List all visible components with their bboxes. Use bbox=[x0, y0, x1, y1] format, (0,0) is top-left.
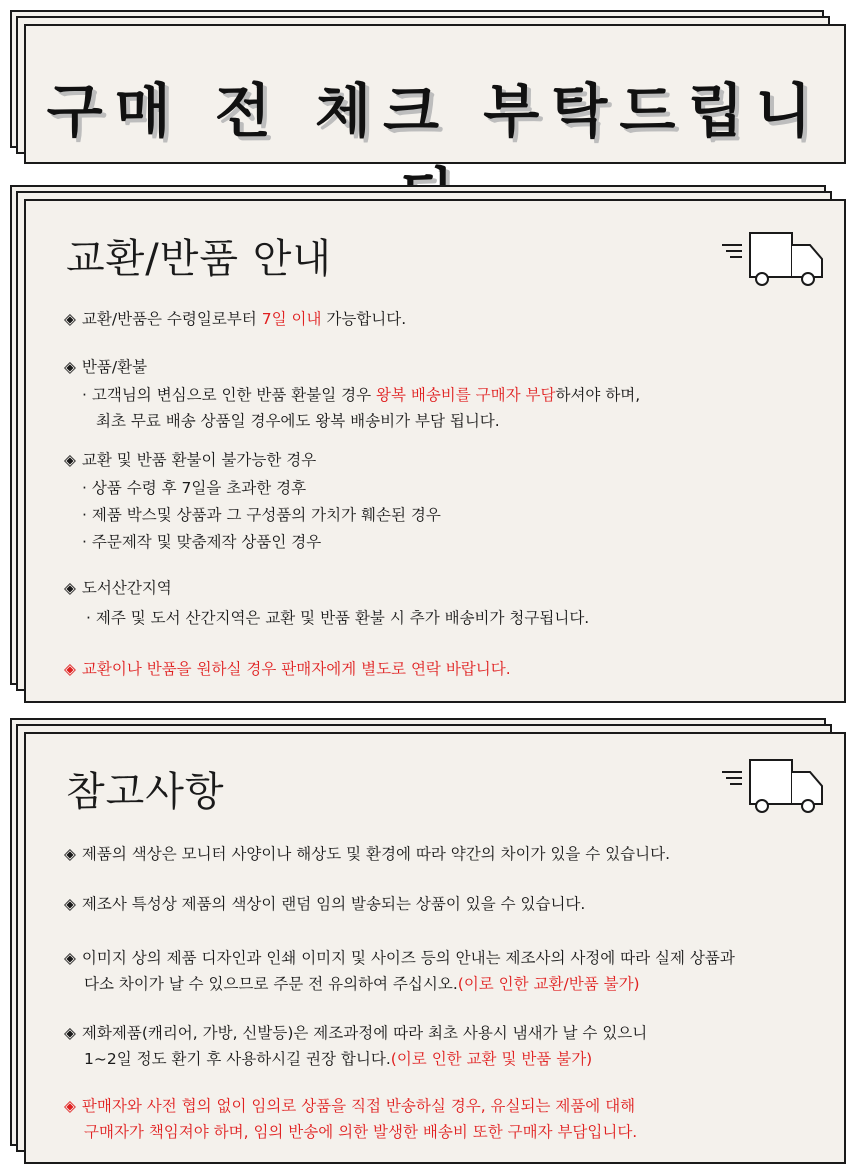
bullet-diamond: ◈ bbox=[64, 949, 76, 967]
banner-title: 구매 전 체크 부탁드립니 bbox=[46, 77, 824, 145]
banner-card bbox=[10, 10, 846, 168]
remote-heading: ◈ 도서산간지역 bbox=[64, 579, 172, 597]
notes-title: 참고사항 bbox=[66, 769, 225, 815]
contact-notice: ◈ 교환이나 반품을 원하실 경우 판매자에게 별도로 연락 바랍니다. bbox=[64, 660, 511, 678]
bullet-diamond: ◈ bbox=[64, 1097, 76, 1115]
image-note-line-2: 다소 차이가 날 수 있으므로 주문 전 유의하여 주십시오.(이로 인한 교환/반품 불가) bbox=[84, 975, 640, 993]
remote-item: · 제주 및 도서 산간지역은 교환 및 반품 환불 시 추가 배송비가 청구됩니다. bbox=[86, 609, 590, 627]
bullet-diamond: ◈ bbox=[64, 579, 76, 597]
refund-line-2: 최초 무료 배송 상품일 경우에도 왕복 배송비가 부담 됩니다. bbox=[96, 412, 500, 430]
period-highlight: 7일 이내 bbox=[261, 310, 322, 328]
truck-icon bbox=[722, 231, 826, 287]
truck-icon bbox=[722, 758, 826, 814]
bullet-diamond: ◈ bbox=[64, 660, 76, 678]
exchange-panel bbox=[24, 199, 846, 703]
warning-line-2: 구매자가 책임져야 하며, 임의 반송에 의한 발생한 배송비 또한 구매자 부담입니다. bbox=[84, 1123, 638, 1141]
refund-heading: ◈ 반품/환불 bbox=[64, 358, 148, 376]
bullet-diamond: ◈ bbox=[64, 1024, 76, 1042]
bullet-diamond: ◈ bbox=[64, 895, 76, 913]
period-line: ◈ 교환/반품은 수령일로부터 7일 이내 가능합니다. bbox=[64, 310, 407, 328]
list-item: · 상품 수령 후 7일을 초과한 경후 bbox=[82, 479, 307, 497]
notes-panel bbox=[24, 732, 846, 1164]
list-item: · 제품 박스및 상품과 그 구성품의 가치가 훼손된 경우 bbox=[82, 506, 441, 524]
bullet-diamond: ◈ bbox=[64, 310, 76, 328]
list-item: · 주문제작 및 맞춤제작 상품인 경우 bbox=[82, 533, 322, 551]
no-return-note: (이로 인한 교환 및 반품 불가) bbox=[390, 1050, 593, 1068]
not-allowed-heading: ◈ 교환 및 반품 환불이 불가능한 경우 bbox=[64, 451, 317, 469]
banner-panel bbox=[24, 24, 846, 164]
warning-line-1: ◈ 판매자와 사전 협의 없이 임의로 상품을 직접 반송하실 경우, 유실되는 제품에 대해 bbox=[64, 1097, 636, 1115]
exchange-title: 교환/반품 안내 bbox=[66, 236, 333, 282]
bullet-diamond: ◈ bbox=[64, 451, 76, 469]
smell-note-line-1: ◈ 제화제품(캐리어, 가방, 신발등)은 제조과정에 따라 최초 사용시 냄새가 날 수 있으니 bbox=[64, 1024, 648, 1042]
refund-highlight: 왕복 배송비를 구매자 부담 bbox=[375, 386, 556, 404]
refund-line-1: · 고객님의 변심으로 인한 반품 환불일 경우 왕복 배송비를 구매자 부담하셔야 하며, bbox=[82, 386, 641, 404]
smell-note-line-2: 1~2일 정도 환기 후 사용하시길 권장 합니다.(이로 인한 교환 및 반품 불가) bbox=[84, 1050, 593, 1068]
random-note: ◈ 제조사 특성상 제품의 색상이 랜덤 임의 발송되는 상품이 있을 수 있습니다. bbox=[64, 895, 586, 913]
exchange-section bbox=[10, 185, 846, 705]
notes-section bbox=[10, 718, 846, 1166]
bullet-diamond: ◈ bbox=[64, 845, 76, 863]
color-note: ◈ 제품의 색상은 모니터 사양이나 해상도 및 환경에 따라 약간의 차이가 있을 수 있습니다. bbox=[64, 845, 671, 863]
no-return-note: (이로 인한 교환/반품 불가) bbox=[457, 975, 640, 993]
bullet-diamond: ◈ bbox=[64, 358, 76, 376]
image-note-line-1: ◈ 이미지 상의 제품 디자인과 인쇄 이미지 및 사이즈 등의 안내는 제조사의 사정에 따라 실제 상품과 bbox=[64, 949, 735, 967]
